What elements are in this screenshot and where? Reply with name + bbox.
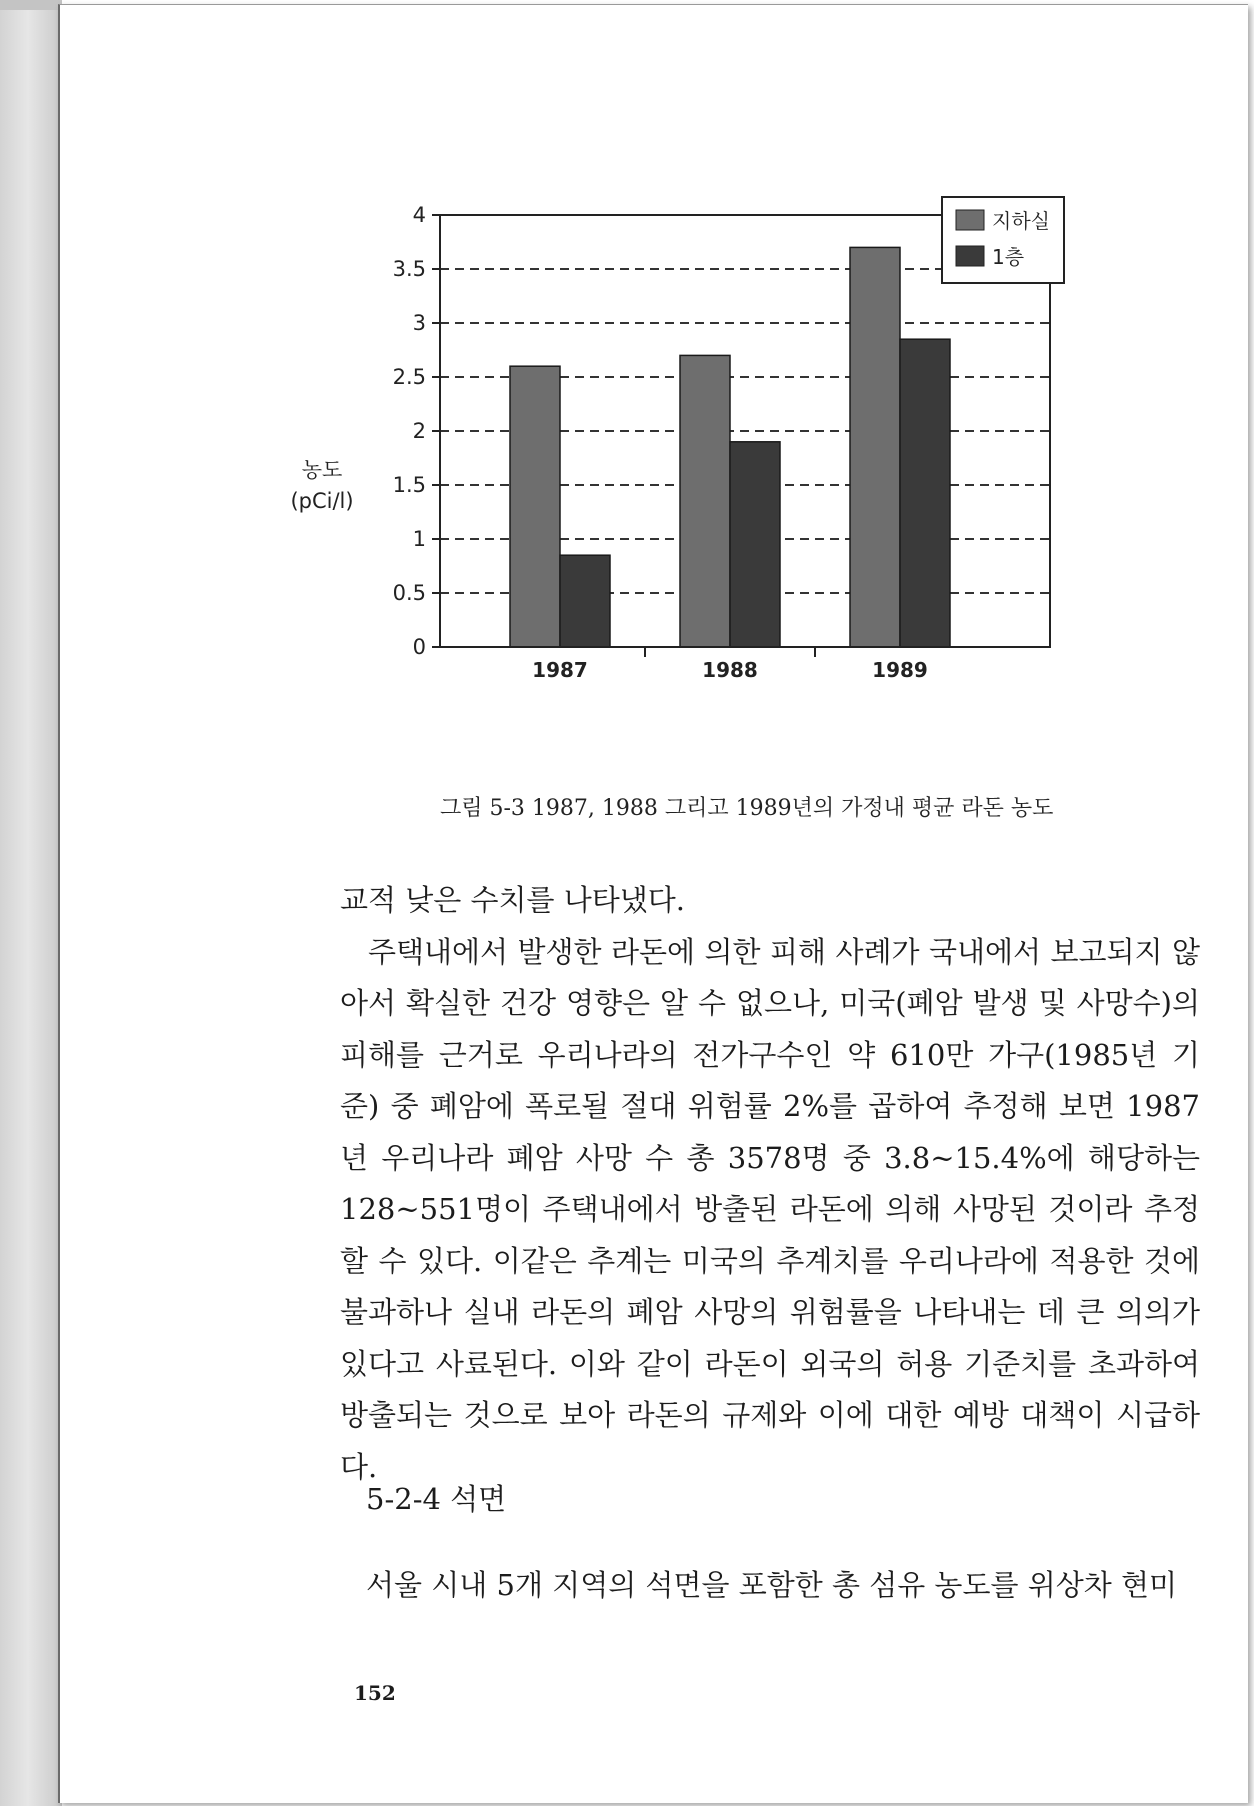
y-tick-label-0.5: 0.5 [392, 581, 426, 605]
chart-labels [393, 203, 928, 682]
book-page-edge [0, 0, 62, 1806]
y-tick-label-3: 3 [412, 311, 426, 335]
figure-caption: 그림 5-3 1987, 1988 그리고 1989년의 가정내 평균 라돈 농도 [440, 796, 1054, 821]
body-text [340, 875, 1200, 1493]
legend-swatch-basement [956, 210, 984, 230]
bar-1989-series-1 [900, 339, 950, 647]
paragraph-radon-risk: 주택내에서 발생한 라돈에 의한 피해 사례가 국내에서 보고되지 않아서 확실한 건강 영향은 알 수 없으나, 미국(폐암 발생 및 사망수)의 피해를 근거로 우리나라의 전가구수인 약 610만 가구(1985년 기준) 중 폐암에 폭로될 절대 위험률 2%를 곱하여 추정해 보면 1987년 우리나라 폐암 사망 수 총 3578명 중 3.8~15.4%에 해당하는 128~551명이 주택내에서 방출된 라돈에 의해 사망된 것이라 추정할 수 있다. 이같은 추계는 미국의 추계치를 우리나라에 적용한 것에 불과하나 실내 라돈의 폐암 사망의 위험률을 나타내는 데 큰 의의가 있다고 사료된다. 이와 같이 라돈이 외국의 허용 기준치를 초과하여 방출되는 것으로 보아 라돈의 규제와 이에 대한 예방 대책이 시급하다. [340, 934, 1200, 1484]
y-axis-label-line1: 농도 [301, 458, 343, 482]
page-number: 152 [354, 1681, 396, 1705]
y-tick-label-2.5: 2.5 [392, 365, 426, 389]
legend-label-basement: 지하실 [992, 209, 1050, 233]
book-page-edge-top [0, 0, 62, 10]
chart-bars [510, 247, 950, 647]
y-tick-label-1.5: 1.5 [392, 473, 426, 497]
radon-bar-chart [280, 185, 1210, 785]
y-tick-label-0: 0 [412, 635, 426, 659]
section-paragraph: 서울 시내 5개 지역의 석면을 포함한 총 섬유 농도를 위상차 현미 [366, 1568, 1177, 1602]
y-tick-label-3.5: 3.5 [392, 257, 426, 281]
legend-swatch-first-floor [956, 246, 984, 266]
x-tick-label-1988: 1988 [702, 658, 758, 682]
bar-1988-series-0 [680, 355, 730, 647]
section-heading: 5-2-4 석면 [366, 1482, 507, 1516]
y-tick-label-4: 4 [412, 203, 426, 227]
chart-legend [942, 197, 1064, 283]
bar-1987-series-0 [510, 366, 560, 647]
legend-label-first-floor: 1층 [992, 245, 1025, 269]
x-tick-label-1987: 1987 [532, 658, 588, 682]
y-axis-label-line2: (pCi/l) [290, 489, 354, 513]
bar-1989-series-0 [850, 247, 900, 647]
x-tick-label-1989: 1989 [872, 658, 928, 682]
bar-1988-series-1 [730, 442, 780, 647]
document-page [58, 4, 1248, 1803]
y-tick-label-1: 1 [412, 527, 426, 551]
bar-1987-series-1 [560, 555, 610, 647]
y-tick-label-2: 2 [412, 419, 426, 443]
paragraph-continuation: 교적 낮은 수치를 나타냈다. [340, 883, 686, 917]
